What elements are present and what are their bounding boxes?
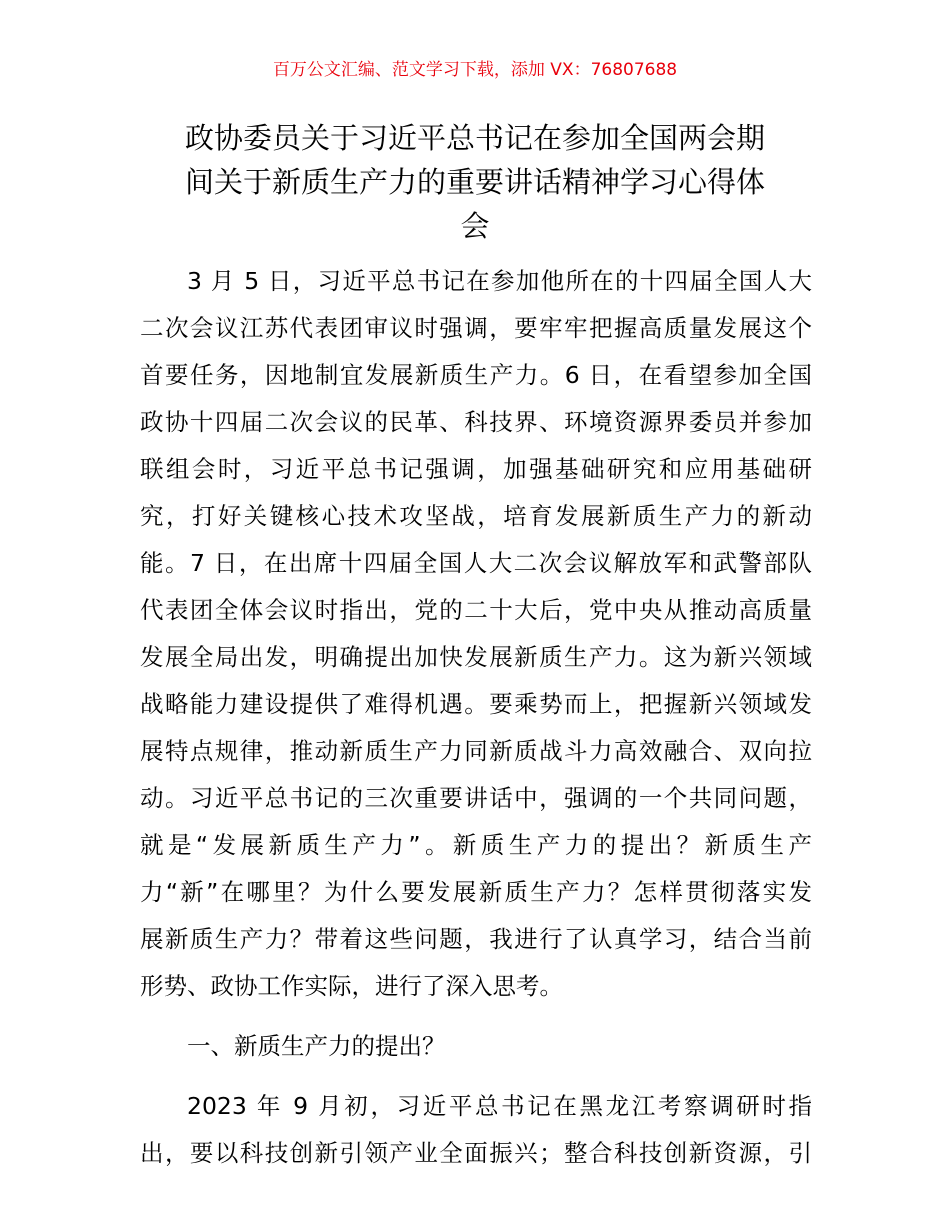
- text-line: 首要任务，因地制宜发展新质生产力。6 日，在看望参加全国: [140, 361, 812, 389]
- text-line: 展新质生产力？带着这些问题，我进行了认真学习，结合当前: [140, 925, 812, 953]
- text-line: 能。7 日，在出席十四届全国人大二次会议解放军和武警部队: [140, 549, 812, 577]
- title-line: 政协委员关于习近平总书记在参加全国两会期: [184, 121, 765, 155]
- text-line: 形势、政协工作实际，进行了深入思考。: [140, 972, 563, 1000]
- document-body: [140, 258, 812, 1177]
- text-line: 2023 年 9 月初，习近平总书记在黑龙江考察调研时指: [187, 1092, 812, 1120]
- text-line: 政协十四届二次会议的民革、科技界、环境资源界委员并参加: [140, 408, 812, 436]
- paragraph-section-one: [140, 1083, 812, 1177]
- header-note: 百万公文汇编、范文学习下载，添加 VX：76807688: [272, 60, 678, 80]
- section-heading: [140, 1023, 812, 1070]
- text-line: 二次会议江苏代表团审议时强调，要牢牢把握高质量发展这个: [140, 314, 812, 342]
- text-line: 出，要以科技创新引领产业全面振兴；整合科技创新资源，引: [140, 1139, 812, 1167]
- text-line: 战略能力建设提供了难得机遇。要乘势而上，把握新兴领域发: [140, 690, 812, 718]
- text-line: 联组会时，习近平总书记强调，加强基础研究和应用基础研: [140, 455, 812, 483]
- title-line: 间关于新质生产力的重要讲话精神学习心得体: [184, 165, 765, 199]
- text-line: 力“新”在哪里？为什么要发展新质生产力？怎样贯彻落实发: [140, 878, 812, 906]
- text-line: 就是“发展新质生产力”。新质生产力的提出？新质生产: [140, 831, 812, 859]
- title-line: 会: [460, 209, 490, 243]
- text-line: 发展全局出发，明确提出加快发展新质生产力。这为新兴领域: [140, 643, 812, 671]
- text-line: 动。习近平总书记的三次重要讲话中，强调的一个共同问题，: [140, 784, 812, 812]
- text-line: 一、新质生产力的提出？: [187, 1032, 446, 1060]
- paragraph-intro: [140, 258, 812, 1010]
- text-line: 代表团全体会议时指出，党的二十大后，党中央从推动高质量: [140, 596, 812, 624]
- text-line: 究，打好关键核心技术攻坚战，培育发展新质生产力的新动: [140, 502, 812, 530]
- document-title: [140, 116, 810, 248]
- text-line: 展特点规律，推动新质生产力同新质战斗力高效融合、双向拉: [140, 737, 812, 765]
- text-line: 3 月 5 日，习近平总书记在参加他所在的十四届全国人大: [187, 267, 812, 295]
